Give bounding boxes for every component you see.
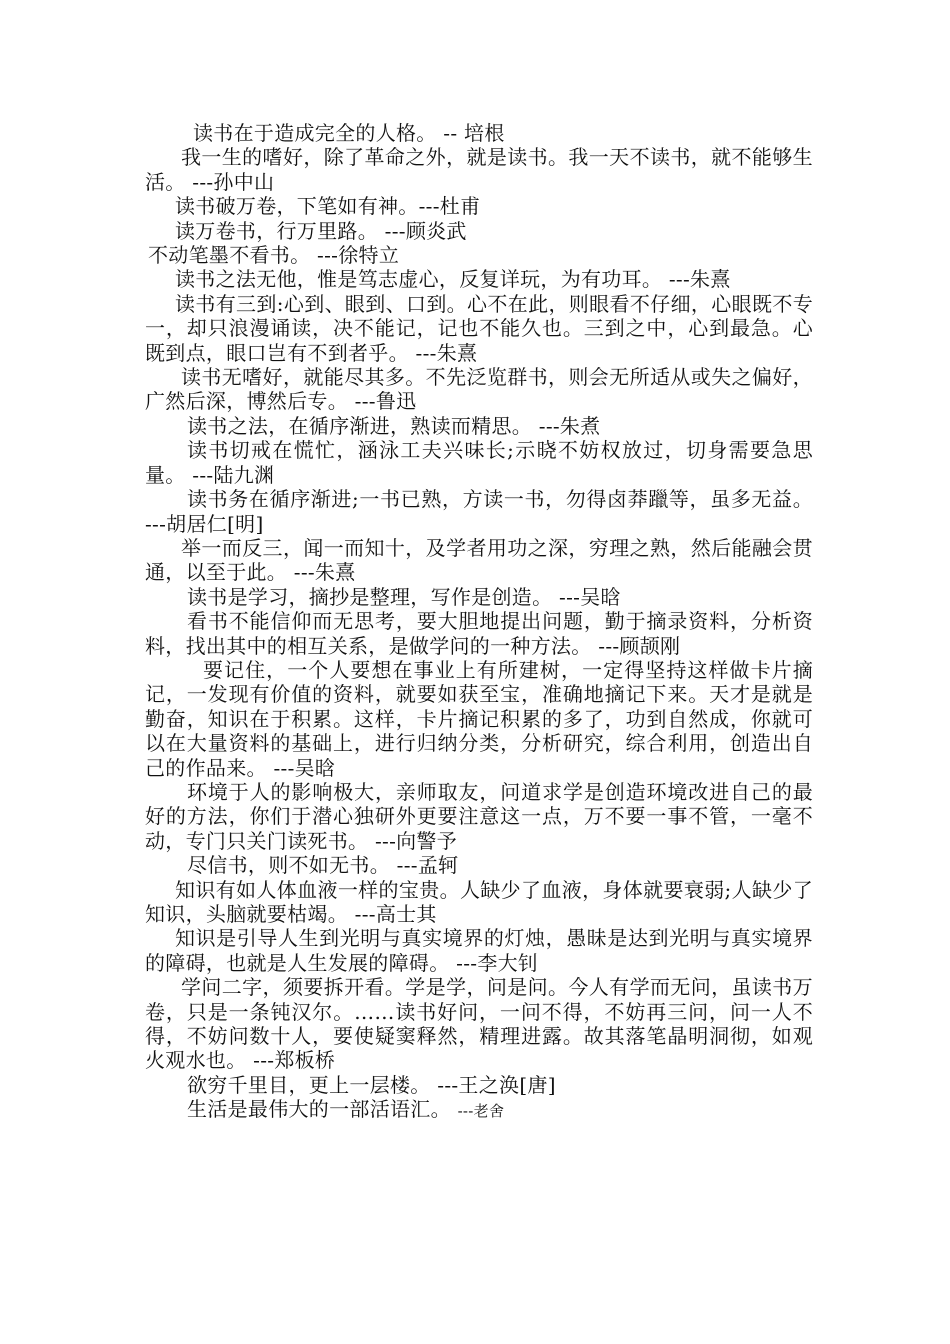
quote-paragraph: 学问二字，须要拆开看。学是学，问是问。今人有学而无问，虽读书万卷，只是一条钝汉尔。……读书好问，一问不得，不妨再三问，问一人不得，不妨问数十人，要使疑窦释然，精理进露。故其落笔晶明洞彻，如观火观水也。 ---郑板桥 (145, 975, 813, 1073)
quote-paragraph: 不动笔墨不看书。 ---徐特立 (148, 243, 400, 268)
quote-paragraph: 知识是引导人生到光明与真实境界的灯烛，愚昧是达到光明与真实境界的障碍，也就是人生发展的障碍。 ---李大钊 (145, 926, 813, 975)
quote-paragraph: 环境于人的影响极大，亲师取友，问道求学是创造环境改进自己的最好的方法，你们于潜心独研外更要注意这一点，万不要一事不管，一毫不动，专门只关门读死书。 ---向警予 (145, 779, 813, 853)
quote-paragraph: 读书有三到:心到、眼到、口到。心不在此，则眼看不仔细，心眼既不专一，却只浪漫诵读，决不能记，记也不能久也。三到之中，心到最急。心既到点，眼口岂有不到者乎。 ---朱熹 (145, 291, 813, 365)
quote-paragraph: 读书之法无他，惟是笃志虚心，反复详玩，为有功耳。 ---朱熹 (175, 267, 731, 292)
quote-paragraph: 读书破万卷，下笔如有神。---杜甫 (175, 194, 481, 219)
quote-paragraph (145, 1097, 813, 1123)
quote-paragraph: 要记住，一个人要想在事业上有所建树，一定得坚持这样做卡片摘记，一发现有价值的资料，就要如获至宝，准确地摘记下来。天才是就是勤奋，知识在于积累。这样，卡片摘记积累的多了，功到自然成，你就可以在大量资料的基础上，进行归纳分类，分析研究，综合利用，创造出自己的作品来。 ---吴晗 (145, 657, 813, 780)
quote-paragraph: 读书切戒在慌忙，涵泳工夫兴味长;示晓不妨权放过，切身需要急思量。 ---陆九渊 (145, 438, 813, 487)
quote-paragraph: 读书无嗜好，就能尽其多。不先泛览群书，则会无所适从或失之偏好，广然后深，博然后专。 ---鲁迅 (145, 365, 813, 414)
quote-paragraph: 举一而反三，闻一而知十，及学者用功之深，穷理之熟，然后能融会贯通，以至于此。 ---朱熹 (145, 535, 813, 585)
quote-paragraph: 知识有如人体血液一样的宝贵。人缺少了血液，身体就要衰弱;人缺少了知识，头脑就要枯竭。 ---高士其 (145, 877, 813, 926)
quote-paragraph: 看书不能信仰而无思考，要大胆地提出问题，勤于摘录资料，分析资料，找出其中的相互关系，是做学问的一种方法。 ---顾颉刚 (145, 609, 813, 658)
quote-paragraph: 读书务在循序渐进;一书已熟，方读一书，勿得卤莽躐等，虽多无益。 ---胡居仁[明] (145, 487, 813, 536)
quote-paragraph: 读万卷书，行万里路。 ---顾炎武 (175, 218, 467, 243)
quote-paragraph: 读书之法，在循序渐进，熟读而精思。 ---朱煮 (187, 413, 601, 438)
quote-text: 生活是最伟大的一部活语汇。 (187, 1097, 458, 1122)
quote-paragraph: 欲穷千里目，更上一层楼。 ---王之涣[唐] (187, 1072, 556, 1097)
quote-paragraph: 尽信书，则不如无书。 ---孟轲 (187, 853, 459, 878)
quote-paragraph: 读书是学习，摘抄是整理，写作是创造。 ---吴晗 (187, 584, 621, 609)
quote-attribution: ---老舍 (457, 1102, 505, 1121)
quote-text-block (145, 121, 813, 1124)
quote-paragraph: 我一生的嗜好，除了革命之外，就是读书。我一天不读书，就不能够生活。 ---孙中山 (145, 145, 813, 194)
quote-paragraph: 读书在于造成完全的人格。 -- 培根 (193, 121, 505, 145)
